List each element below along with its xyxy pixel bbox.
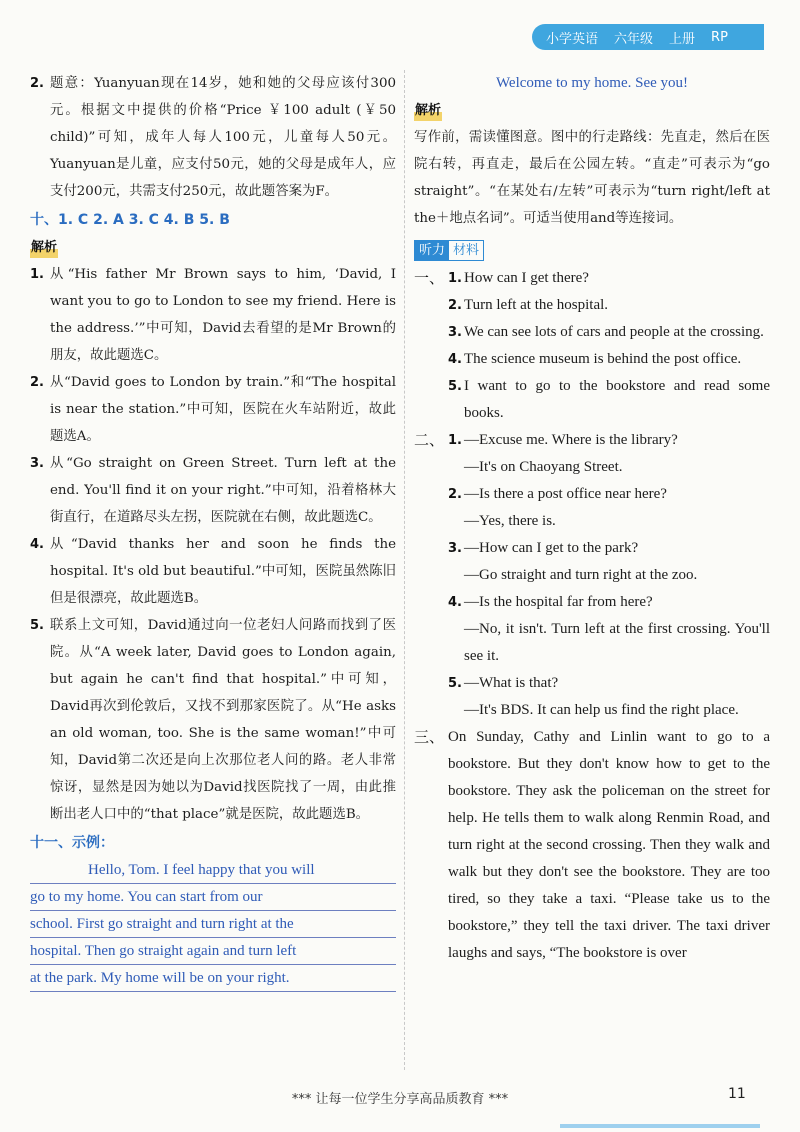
left-column bbox=[30, 70, 396, 992]
section-11-heading bbox=[30, 830, 396, 857]
dialogue-item bbox=[414, 481, 770, 535]
item-number: 1. bbox=[30, 267, 44, 282]
dialogue-lines bbox=[464, 589, 770, 670]
essay-line: school. First go straight and turn right at the bbox=[30, 911, 396, 938]
dialogue-lines bbox=[464, 670, 770, 724]
explanation-item bbox=[30, 369, 396, 450]
listening-label: 听力 bbox=[415, 241, 449, 260]
item-number: 1. bbox=[448, 271, 462, 286]
section-10-answers bbox=[30, 207, 396, 234]
dialogue-item bbox=[414, 589, 770, 670]
analysis-tag: 解析 bbox=[414, 101, 442, 121]
page-number: 11 bbox=[728, 1086, 746, 1102]
question-line: —What is that? bbox=[464, 675, 559, 691]
explanation-item bbox=[30, 531, 396, 612]
essay-ending bbox=[414, 70, 770, 97]
item-number: 1. bbox=[448, 433, 462, 448]
listening-section-2 bbox=[414, 427, 770, 724]
item-text: 从“David goes to London by train.”和“The hospital is near the station.”中可知，医院在火车站附近，故此题选A。 bbox=[50, 375, 396, 444]
section-label: 二、 bbox=[414, 431, 445, 449]
item-number: 2. bbox=[30, 375, 44, 390]
item-text: 题意：Yuanyuan现在14岁，她和她的父母应该付300元。根据文中提供的价格“Price ￥100 adult (￥50 child)”可知，成年人每人100元，儿童每人50元。Yuanyuan是儿童，应支付50元，她的父母是成年人，应支付200元，共需支付250元，故此题答案为F。 bbox=[50, 76, 396, 199]
item-number: 2. bbox=[30, 76, 44, 91]
item-text: 从“His father Mr Brown says to him, ‘David, I want you to go to London to see my friend. Here is the address.’”中可知，David去看望的是Mr Brown的朋友，故此题选C。 bbox=[50, 267, 396, 363]
item-number: 3. bbox=[448, 325, 462, 340]
bottom-accent-bar bbox=[560, 1124, 760, 1128]
listening-section-1 bbox=[414, 265, 770, 427]
dialogue-lines bbox=[464, 535, 770, 589]
essay-line: Welcome to my home. See you! bbox=[495, 75, 689, 91]
item-text: Turn left at the hospital. bbox=[464, 297, 609, 313]
item-number: 5. bbox=[448, 379, 462, 394]
list-item bbox=[414, 292, 770, 319]
footer-slogan: *** 让每一位学生分享高品质教育 *** bbox=[291, 1092, 509, 1107]
sample-essay bbox=[30, 857, 396, 992]
answer-line: —It's on Chaoyang Street. bbox=[464, 459, 623, 475]
right-column bbox=[414, 70, 770, 967]
item-text: 从“David thanks her and soon he finds the hospital. It's old but beautiful.”中可知，医院虽然陈旧但是很漂亮，故此题选B。 bbox=[50, 537, 396, 606]
list-item bbox=[414, 265, 770, 292]
dialogue-item bbox=[414, 670, 770, 724]
essay-line: at the park. My home will be on your right. bbox=[30, 965, 396, 992]
item-number: 4. bbox=[30, 537, 44, 552]
section-label: 十、 bbox=[30, 212, 58, 228]
section-label: 三、 bbox=[414, 728, 445, 746]
list-item bbox=[414, 319, 770, 346]
dialogue-item bbox=[414, 427, 770, 481]
answer-key: 1. C 2. A 3. C 4. B 5. B bbox=[58, 212, 230, 228]
question-line: —Is there a post office near here? bbox=[464, 486, 667, 502]
essay-line: hospital. Then go straight again and turn left bbox=[30, 938, 396, 965]
analysis-text: 写作前，需读懂图意。图中的行走路线：先直走，然后在医院右转，再直走，最后在公园左转。“直走”可表示为“go straight”。“在某处右/左转”可表示为“turn right/left at the＋地点名词”。可适当使用and等连接词。 bbox=[414, 130, 770, 226]
example-label: 示例： bbox=[72, 835, 114, 851]
section-label: 一、 bbox=[414, 269, 445, 287]
essay-line: Hello, Tom. I feel happy that you will bbox=[30, 857, 396, 884]
list-item bbox=[414, 346, 770, 373]
item-number: 5. bbox=[448, 676, 462, 691]
explanation-item bbox=[30, 612, 396, 828]
question-line: —Excuse me. Where is the library? bbox=[464, 432, 678, 448]
list-item bbox=[414, 373, 770, 427]
listening-material-label bbox=[414, 240, 484, 261]
explanation-item bbox=[30, 261, 396, 369]
item-text: 从“Go straight on Green Street. Turn left at the end. You'll find it on your right.”中可知，沿着格林大街直行，在道路尽头左拐，医院就在右侧，故此题选C。 bbox=[50, 456, 396, 525]
item-number: 3. bbox=[30, 456, 44, 471]
edition-label: RP bbox=[711, 29, 728, 45]
term-label: 上册 bbox=[669, 31, 696, 47]
material-label: 材料 bbox=[453, 243, 480, 258]
item-number: 4. bbox=[448, 595, 462, 610]
question-line: —How can I get to the park? bbox=[464, 540, 639, 556]
answer-line: —It's BDS. It can help us find the right place. bbox=[464, 702, 739, 718]
item-number: 4. bbox=[448, 352, 462, 367]
essay-line: go to my home. You can start from our bbox=[30, 884, 396, 911]
passage-text: On Sunday, Cathy and Linlin want to go to a bookstore. But they don't know how to get to the bookstore. They ask the policeman on the street for help. He tells them to walk along Renmin Road, and turn right at the second crossing. Then they walk and walk but they don't see the bookstore. They are too tired, so they take a taxi. “Please take us to the bookstore,” they tell the taxi driver. The taxi driver laughs and says, “The bookstore is over bbox=[448, 729, 770, 961]
item-text: 联系上文可知，David通过向一位老妇人问路而找到了医院。从“A week later, David goes to London again, but again he can't find that hospital.”中可知，David再次到伦敦后，又找不到那家医院了。从“He asks an old woman, too. She is the same woman!”中可知，David第二次还是向上次那位老人问的路。老人非常惊讶，显然是因为她以为David找医院找了一周，由此推断出老人口中的“that place”就是医院，故此题选B。 bbox=[50, 618, 396, 822]
listening-section-3 bbox=[414, 724, 770, 967]
item-number: 5. bbox=[30, 618, 44, 633]
answer-line: —Yes, there is. bbox=[464, 513, 556, 529]
explanation-item bbox=[30, 70, 396, 205]
item-text: I want to go to the bookstore and read some books. bbox=[464, 378, 770, 421]
item-text: The science museum is behind the post office. bbox=[464, 351, 742, 367]
column-divider bbox=[404, 70, 405, 1070]
book-header-tab bbox=[532, 24, 764, 50]
item-text: How can I get there? bbox=[464, 270, 589, 286]
item-number: 3. bbox=[448, 541, 462, 556]
analysis-tag: 解析 bbox=[30, 238, 58, 258]
item-text: We can see lots of cars and people at the crossing. bbox=[464, 324, 764, 340]
answer-line: —Go straight and turn right at the zoo. bbox=[464, 567, 698, 583]
grade-label: 六年级 bbox=[614, 31, 654, 47]
item-number: 2. bbox=[448, 487, 462, 502]
answer-line: —No, it isn't. Turn left at the first crossing. You'll see it. bbox=[464, 621, 770, 664]
question-line: —Is the hospital far from here? bbox=[464, 594, 653, 610]
dialogue-lines bbox=[464, 481, 770, 535]
subject-label: 小学英语 bbox=[546, 31, 599, 47]
explanation-item bbox=[30, 450, 396, 531]
dialogue-lines bbox=[464, 427, 770, 481]
section-label: 十一、 bbox=[30, 835, 72, 851]
dialogue-item bbox=[414, 535, 770, 589]
item-number: 2. bbox=[448, 298, 462, 313]
